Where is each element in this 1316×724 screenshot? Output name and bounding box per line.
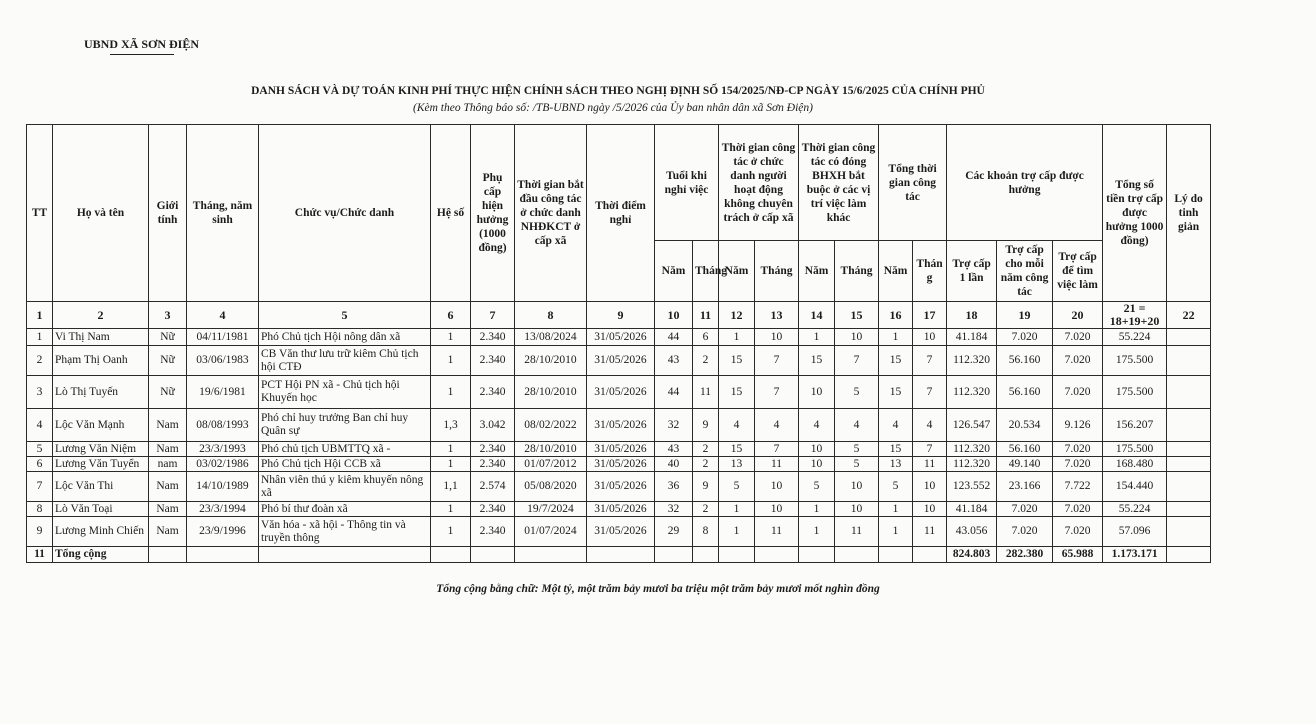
column-index-cell: 1 (27, 302, 53, 329)
cell-name: Lương Văn Tuyển (53, 457, 149, 472)
cell-dob: 23/3/1994 (187, 502, 259, 517)
cell-retire-date: 31/05/2026 (587, 376, 655, 409)
cell-total-month: 11 (913, 457, 947, 472)
cell-total-year: 15 (879, 442, 913, 457)
header-dob: Tháng, năm sinh (187, 125, 259, 302)
subheader-bhxh-month: Tháng (835, 241, 879, 302)
cell-name: Phạm Thị Oanh (53, 346, 149, 376)
cell-total-subsidy: 55.224 (1103, 502, 1167, 517)
cell-bhxh-year: 4 (799, 409, 835, 442)
cell-commune-year: 5 (719, 472, 755, 502)
table-row (27, 472, 1211, 502)
cell-subsidy-once: 112.320 (947, 442, 997, 457)
total-empty-cell (587, 547, 655, 563)
cell-total-year: 15 (879, 346, 913, 376)
cell-commune-year: 1 (719, 329, 755, 346)
column-index-cell: 12 (719, 302, 755, 329)
cell-coefficient: 1 (431, 457, 471, 472)
cell-total-subsidy: 156.207 (1103, 409, 1167, 442)
cell-start-date: 28/10/2010 (515, 376, 587, 409)
cell-subsidy-job: 7.020 (1053, 502, 1103, 517)
cell-age-year: 44 (655, 329, 693, 346)
total-empty-cell (693, 547, 719, 563)
column-index-cell: 7 (471, 302, 515, 329)
cell-position: Nhân viên thú y kiêm khuyến nông xã (259, 472, 431, 502)
column-index-cell: 2 (53, 302, 149, 329)
cell-gender: Nam (149, 409, 187, 442)
cell-coefficient: 1 (431, 517, 471, 547)
cell-total-subsidy: 175.500 (1103, 346, 1167, 376)
cell-subsidy-once: 41.184 (947, 329, 997, 346)
total-empty-cell (259, 547, 431, 563)
cell-allowance: 2.340 (471, 502, 515, 517)
total-empty-cell (515, 547, 587, 563)
cell-allowance: 2.574 (471, 472, 515, 502)
column-index-cell: 17 (913, 302, 947, 329)
cell-commune-month: 7 (755, 442, 799, 457)
cell-bhxh-month: 10 (835, 472, 879, 502)
total-reason (1167, 547, 1211, 563)
cell-subsidy-job: 9.126 (1053, 409, 1103, 442)
cell-subsidy-once: 112.320 (947, 376, 997, 409)
cell-subsidy-job: 7.020 (1053, 346, 1103, 376)
cell-subsidy-per-year: 20.534 (997, 409, 1053, 442)
cell-bhxh-year: 10 (799, 376, 835, 409)
total-empty-cell (187, 547, 259, 563)
total-subsidy-once: 824.803 (947, 547, 997, 563)
cell-bhxh-year: 15 (799, 346, 835, 376)
cell-total-subsidy: 175.500 (1103, 376, 1167, 409)
cell-age-month: 2 (693, 442, 719, 457)
cell-subsidy-per-year: 56.160 (997, 442, 1053, 457)
cell-reason (1167, 442, 1211, 457)
total-empty-cell (655, 547, 693, 563)
cell-retire-date: 31/05/2026 (587, 329, 655, 346)
allowance-table (26, 124, 1211, 563)
cell-coefficient: 1 (431, 502, 471, 517)
header-reason: Lý do tinh giản (1167, 125, 1211, 302)
header-start-date: Thời gian bắt đầu công tác ở chức danh NHĐKCT ở cấp xã (515, 125, 587, 302)
cell-subsidy-once: 126.547 (947, 409, 997, 442)
column-index-cell: 15 (835, 302, 879, 329)
cell-bhxh-year: 10 (799, 442, 835, 457)
cell-coefficient: 1,1 (431, 472, 471, 502)
cell-total-month: 10 (913, 329, 947, 346)
cell-name: Lộc Văn Thi (53, 472, 149, 502)
cell-bhxh-year: 1 (799, 502, 835, 517)
cell-commune-month: 7 (755, 346, 799, 376)
cell-position: Phó Chủ tịch Hội CCB xã (259, 457, 431, 472)
cell-start-date: 08/02/2022 (515, 409, 587, 442)
header-position: Chức vụ/Chức danh (259, 125, 431, 302)
cell-tt: 7 (27, 472, 53, 502)
cell-total-month: 10 (913, 472, 947, 502)
cell-subsidy-job: 7.722 (1053, 472, 1103, 502)
cell-commune-year: 1 (719, 502, 755, 517)
cell-position: Phó chỉ huy trưởng Ban chỉ huy Quân sự (259, 409, 431, 442)
total-empty-cell (879, 547, 913, 563)
cell-allowance: 2.340 (471, 517, 515, 547)
cell-commune-year: 15 (719, 442, 755, 457)
header-name: Họ và tên (53, 125, 149, 302)
cell-age-year: 43 (655, 346, 693, 376)
cell-age-month: 11 (693, 376, 719, 409)
cell-age-year: 40 (655, 457, 693, 472)
cell-subsidy-per-year: 49.140 (997, 457, 1053, 472)
cell-age-month: 8 (693, 517, 719, 547)
total-empty-cell (149, 547, 187, 563)
total-empty-cell (719, 547, 755, 563)
cell-commune-month: 4 (755, 409, 799, 442)
header-work-commune: Thời gian công tác ở chức danh người hoạt động không chuyên trách ở cấp xã (719, 125, 799, 241)
cell-start-date: 13/08/2024 (515, 329, 587, 346)
table-row (27, 517, 1211, 547)
cell-commune-month: 10 (755, 472, 799, 502)
cell-gender: Nữ (149, 329, 187, 346)
cell-name: Lò Thị Tuyến (53, 376, 149, 409)
cell-total-year: 1 (879, 329, 913, 346)
subheader-subsidy-job: Trợ cấp để tìm việc làm (1053, 241, 1103, 302)
cell-dob: 19/6/1981 (187, 376, 259, 409)
subheader-total-year: Năm (879, 241, 913, 302)
column-index-cell: 9 (587, 302, 655, 329)
cell-subsidy-per-year: 56.160 (997, 376, 1053, 409)
cell-allowance: 2.340 (471, 346, 515, 376)
column-index-cell: 22 (1167, 302, 1211, 329)
cell-bhxh-month: 5 (835, 376, 879, 409)
header-subsidies: Các khoản trợ cấp được hưởng (947, 125, 1103, 241)
cell-dob: 03/02/1986 (187, 457, 259, 472)
table-row (27, 442, 1211, 457)
cell-total-year: 15 (879, 376, 913, 409)
cell-retire-date: 31/05/2026 (587, 517, 655, 547)
cell-commune-month: 10 (755, 329, 799, 346)
cell-retire-date: 31/05/2026 (587, 442, 655, 457)
header-tt: TT (27, 125, 53, 302)
cell-bhxh-year: 10 (799, 457, 835, 472)
document-subtitle: (Kèm theo Thông báo số: /TB-UBND ngày /5/2026 của Ủy ban nhân dân xã Sơn Điện) (413, 102, 813, 114)
cell-bhxh-month: 10 (835, 502, 879, 517)
header-work-bhxh: Thời gian công tác có đóng BHXH bắt buộc ở các vị trí việc làm khác (799, 125, 879, 241)
cell-allowance: 2.340 (471, 442, 515, 457)
subheader-commune-year: Năm (719, 241, 755, 302)
cell-subsidy-per-year: 23.166 (997, 472, 1053, 502)
cell-subsidy-per-year: 7.020 (997, 502, 1053, 517)
total-empty-cell (799, 547, 835, 563)
cell-bhxh-month: 4 (835, 409, 879, 442)
cell-age-month: 9 (693, 472, 719, 502)
cell-start-date: 01/07/2012 (515, 457, 587, 472)
cell-subsidy-per-year: 7.020 (997, 517, 1053, 547)
subheader-commune-month: Tháng (755, 241, 799, 302)
cell-retire-date: 31/05/2026 (587, 457, 655, 472)
cell-total-year: 4 (879, 409, 913, 442)
cell-gender: Nam (149, 517, 187, 547)
cell-age-year: 32 (655, 409, 693, 442)
total-tt: 11 (27, 547, 53, 563)
cell-subsidy-once: 112.320 (947, 346, 997, 376)
total-subsidy-sum: 1.173.171 (1103, 547, 1167, 563)
cell-total-month: 10 (913, 502, 947, 517)
agency-name: UBND XÃ SƠN ĐIỆN (84, 37, 200, 51)
cell-bhxh-month: 10 (835, 329, 879, 346)
cell-age-month: 9 (693, 409, 719, 442)
cell-subsidy-once: 123.552 (947, 472, 997, 502)
cell-tt: 3 (27, 376, 53, 409)
cell-tt: 2 (27, 346, 53, 376)
cell-bhxh-year: 1 (799, 517, 835, 547)
cell-subsidy-per-year: 7.020 (997, 329, 1053, 346)
subheader-subsidy-per-year: Trợ cấp cho mỗi năm công tác (997, 241, 1053, 302)
cell-start-date: 28/10/2010 (515, 346, 587, 376)
document-title: DANH SÁCH VÀ DỰ TOÁN KINH PHÍ THỰC HIỆN CHÍNH SÁCH THEO NGHỊ ĐỊNH SỐ 154/2025/NĐ-CP NGÀY 15/6/2025 CỦA CHÍNH PHỦ (251, 85, 985, 97)
column-index-cell: 4 (187, 302, 259, 329)
cell-dob: 03/06/1983 (187, 346, 259, 376)
cell-position: CB Văn thư lưu trữ kiêm Chủ tịch hội CTĐ (259, 346, 431, 376)
total-empty-cell (835, 547, 879, 563)
subheader-total-month: Thán g (913, 241, 947, 302)
cell-tt: 9 (27, 517, 53, 547)
cell-tt: 1 (27, 329, 53, 346)
total-empty-cell (755, 547, 799, 563)
cell-position: PCT Hội PN xã - Chủ tịch hội Khuyến học (259, 376, 431, 409)
cell-subsidy-job: 7.020 (1053, 457, 1103, 472)
cell-gender: nam (149, 457, 187, 472)
cell-age-month: 6 (693, 329, 719, 346)
cell-allowance: 3.042 (471, 409, 515, 442)
cell-reason (1167, 472, 1211, 502)
cell-tt: 8 (27, 502, 53, 517)
cell-allowance: 2.340 (471, 329, 515, 346)
cell-total-month: 7 (913, 346, 947, 376)
cell-start-date: 01/07/2024 (515, 517, 587, 547)
cell-subsidy-once: 41.184 (947, 502, 997, 517)
table-row (27, 502, 1211, 517)
cell-commune-year: 1 (719, 517, 755, 547)
column-index-cell: 16 (879, 302, 913, 329)
cell-age-year: 36 (655, 472, 693, 502)
subheader-bhxh-year: Năm (799, 241, 835, 302)
total-empty-cell (913, 547, 947, 563)
agency-underline (110, 54, 174, 55)
cell-age-month: 2 (693, 346, 719, 376)
cell-subsidy-job: 7.020 (1053, 329, 1103, 346)
cell-position: Phó chủ tịch UBMTTQ xã - (259, 442, 431, 457)
total-subsidy-per-year: 282.380 (997, 547, 1053, 563)
cell-total-subsidy: 57.096 (1103, 517, 1167, 547)
cell-total-year: 1 (879, 502, 913, 517)
cell-retire-date: 31/05/2026 (587, 346, 655, 376)
cell-total-month: 7 (913, 442, 947, 457)
header-allowance: Phụ cấp hiện hưởng (1000 đồng) (471, 125, 515, 302)
cell-commune-year: 15 (719, 346, 755, 376)
cell-coefficient: 1 (431, 442, 471, 457)
cell-reason (1167, 329, 1211, 346)
cell-total-month: 11 (913, 517, 947, 547)
cell-name: Lộc Văn Mạnh (53, 409, 149, 442)
cell-commune-month: 11 (755, 517, 799, 547)
cell-reason (1167, 502, 1211, 517)
subheader-age-year: Năm (655, 241, 693, 302)
cell-gender: Nam (149, 502, 187, 517)
cell-dob: 23/3/1993 (187, 442, 259, 457)
cell-age-year: 44 (655, 376, 693, 409)
cell-age-year: 29 (655, 517, 693, 547)
cell-bhxh-month: 5 (835, 457, 879, 472)
cell-age-year: 32 (655, 502, 693, 517)
header-retire-date: Thời điểm nghỉ (587, 125, 655, 302)
table-row (27, 457, 1211, 472)
header-total-subsidy: Tổng số tiền trợ cấp được hưởng 1000 đồng) (1103, 125, 1167, 302)
cell-age-month: 2 (693, 457, 719, 472)
cell-tt: 6 (27, 457, 53, 472)
cell-bhxh-month: 11 (835, 517, 879, 547)
cell-retire-date: 31/05/2026 (587, 502, 655, 517)
table-row (27, 346, 1211, 376)
cell-name: Vi Thị Nam (53, 329, 149, 346)
header-gender: Giới tính (149, 125, 187, 302)
cell-reason (1167, 346, 1211, 376)
total-subsidy-job: 65.988 (1053, 547, 1103, 563)
cell-dob: 08/08/1993 (187, 409, 259, 442)
cell-start-date: 19/7/2024 (515, 502, 587, 517)
cell-total-month: 7 (913, 376, 947, 409)
cell-position: Văn hóa - xã hội - Thông tin và truyền thông (259, 517, 431, 547)
cell-commune-year: 13 (719, 457, 755, 472)
column-index-row (27, 302, 1211, 329)
column-index-cell: 13 (755, 302, 799, 329)
cell-reason (1167, 517, 1211, 547)
table-row (27, 409, 1211, 442)
cell-gender: Nam (149, 472, 187, 502)
cell-total-subsidy: 55.224 (1103, 329, 1167, 346)
cell-retire-date: 31/05/2026 (587, 409, 655, 442)
cell-subsidy-once: 43.056 (947, 517, 997, 547)
cell-start-date: 05/08/2020 (515, 472, 587, 502)
cell-total-subsidy: 175.500 (1103, 442, 1167, 457)
cell-commune-year: 15 (719, 376, 755, 409)
cell-total-year: 5 (879, 472, 913, 502)
cell-commune-month: 11 (755, 457, 799, 472)
cell-coefficient: 1 (431, 346, 471, 376)
cell-commune-month: 7 (755, 376, 799, 409)
column-index-cell: 6 (431, 302, 471, 329)
cell-bhxh-month: 7 (835, 346, 879, 376)
cell-dob: 04/11/1981 (187, 329, 259, 346)
cell-subsidy-job: 7.020 (1053, 517, 1103, 547)
header-total-time: Tổng thời gian công tác (879, 125, 947, 241)
total-label: Tổng cộng (53, 547, 149, 563)
cell-reason (1167, 409, 1211, 442)
column-index-cell: 11 (693, 302, 719, 329)
column-index-cell: 20 (1053, 302, 1103, 329)
amount-in-words: Tổng cộng bằng chữ: Một tỷ, một trăm bảy mươi ba triệu một trăm bảy mươi mốt nghìn đồng (436, 583, 880, 595)
cell-bhxh-month: 5 (835, 442, 879, 457)
cell-coefficient: 1,3 (431, 409, 471, 442)
header-row (27, 125, 1211, 241)
table-row (27, 376, 1211, 409)
cell-subsidy-per-year: 56.160 (997, 346, 1053, 376)
header-coefficient: Hệ số (431, 125, 471, 302)
cell-gender: Nữ (149, 346, 187, 376)
column-index-cell: 19 (997, 302, 1053, 329)
column-index-cell: 14 (799, 302, 835, 329)
cell-name: Lương Minh Chiến (53, 517, 149, 547)
cell-bhxh-year: 1 (799, 329, 835, 346)
cell-age-year: 43 (655, 442, 693, 457)
column-index-cell: 21 = 18+19+20 (1103, 302, 1167, 329)
total-empty-cell (471, 547, 515, 563)
column-index-cell: 3 (149, 302, 187, 329)
cell-commune-month: 10 (755, 502, 799, 517)
table-body (27, 302, 1211, 563)
cell-gender: Nam (149, 442, 187, 457)
cell-start-date: 28/10/2010 (515, 442, 587, 457)
cell-coefficient: 1 (431, 329, 471, 346)
cell-total-subsidy: 168.480 (1103, 457, 1167, 472)
cell-tt: 5 (27, 442, 53, 457)
cell-allowance: 2.340 (471, 457, 515, 472)
cell-gender: Nữ (149, 376, 187, 409)
cell-name: Lương Văn Niệm (53, 442, 149, 457)
header-age: Tuổi khi nghỉ việc (655, 125, 719, 241)
cell-coefficient: 1 (431, 376, 471, 409)
cell-reason (1167, 376, 1211, 409)
cell-position: Phó bí thư đoàn xã (259, 502, 431, 517)
cell-retire-date: 31/05/2026 (587, 472, 655, 502)
cell-position: Phó Chủ tịch Hội nông dân xã (259, 329, 431, 346)
table-row (27, 329, 1211, 346)
total-row (27, 547, 1211, 563)
cell-reason (1167, 457, 1211, 472)
cell-subsidy-job: 7.020 (1053, 442, 1103, 457)
cell-name: Lò Văn Toại (53, 502, 149, 517)
cell-bhxh-year: 5 (799, 472, 835, 502)
cell-subsidy-job: 7.020 (1053, 376, 1103, 409)
cell-age-month: 2 (693, 502, 719, 517)
cell-total-year: 1 (879, 517, 913, 547)
column-index-cell: 8 (515, 302, 587, 329)
column-index-cell: 5 (259, 302, 431, 329)
column-index-cell: 10 (655, 302, 693, 329)
total-empty-cell (431, 547, 471, 563)
cell-total-month: 4 (913, 409, 947, 442)
cell-dob: 23/9/1996 (187, 517, 259, 547)
column-index-cell: 18 (947, 302, 997, 329)
cell-total-subsidy: 154.440 (1103, 472, 1167, 502)
cell-subsidy-once: 112.320 (947, 457, 997, 472)
cell-total-year: 13 (879, 457, 913, 472)
cell-commune-year: 4 (719, 409, 755, 442)
subheader-subsidy-once: Trợ cấp 1 lần (947, 241, 997, 302)
cell-dob: 14/10/1989 (187, 472, 259, 502)
cell-tt: 4 (27, 409, 53, 442)
cell-allowance: 2.340 (471, 376, 515, 409)
subheader-age-month: Tháng (693, 241, 719, 302)
